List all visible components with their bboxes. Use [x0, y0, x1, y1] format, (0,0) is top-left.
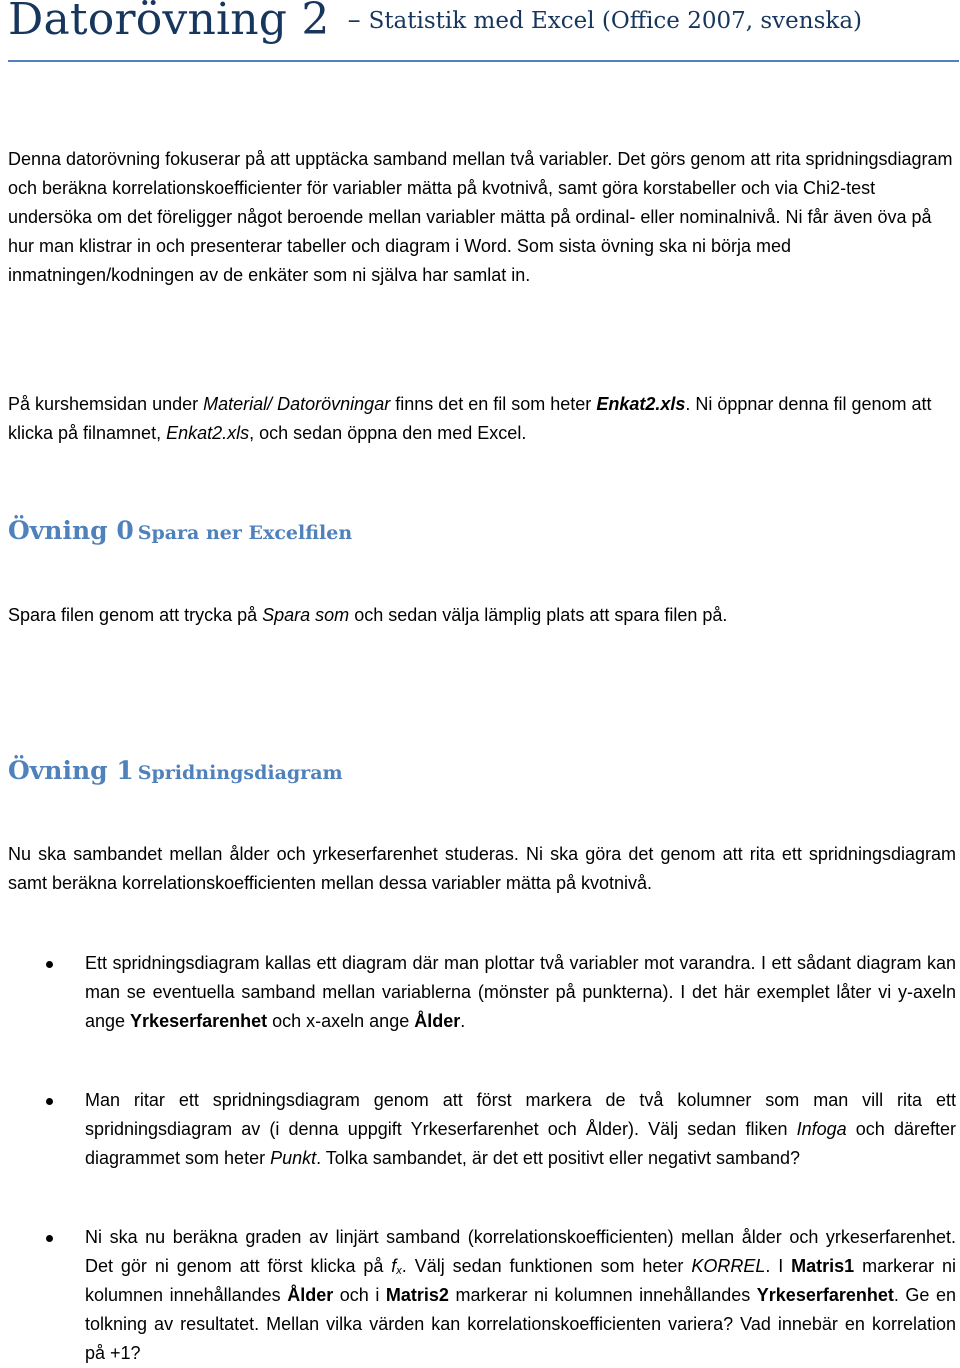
ovning1-intro-paragraph: Nu ska sambandet mellan ålder och yrkeserfarenhet studeras. Ni ska göra det genom att rita ett spridningsdiagram samt beräkna korrelationskoefficienten mellan dessa variabler mätta på kvotnivå. [8, 844, 956, 893]
heading-ovning-0 [8, 516, 352, 545]
bullet-icon [46, 961, 53, 968]
tab-name: Infoga [796, 1119, 847, 1139]
function-subscript: x [396, 1265, 402, 1277]
bullet-text [85, 1086, 956, 1173]
title-subtitle: Statistik med Excel (Office 2007, svenska) [368, 8, 863, 34]
intro-sentence-2: Ni får även öva på hur man klistrar in och presenterar tabeller och diagram i Word. [8, 207, 932, 256]
heading-ovning-1 [8, 756, 343, 785]
text-run: . I [765, 1256, 792, 1276]
save-as-term: Spara som [262, 605, 350, 625]
text-run: Man ritar ett spridningsdiagram genom att först markera de två kolumner som man vill rita ett spridningsdiagram av (i denna uppgift Yrkeserfarenhet och Ålder). Välj sedan fliken [85, 1090, 956, 1139]
text-run: , och sedan öppna den med Excel. [249, 423, 527, 443]
function-name: KORREL [691, 1256, 766, 1276]
bullet-text [85, 949, 956, 1036]
text-run: Ni ska nu beräkna graden av linjärt samband (korrelationskoefficienten) mellan ålder och yrkeserfarenhet. Det gör ni genom att först klicka på [85, 1227, 956, 1276]
variable-name: Yrkeserfarenhet [130, 1011, 268, 1031]
title-rule [8, 60, 959, 62]
argument-name: Matris1 [791, 1256, 855, 1276]
text-run: och sedan välja lämplig plats att spara filen på. [349, 605, 728, 625]
argument-name: Matris2 [385, 1285, 449, 1305]
intro-sentence-1: Denna datorövning fokuserar på att upptäcka samband mellan två variabler. Det görs genom att rita spridningsdiagram och beräkna korrelationskoefficienter för variabler mätta på kvotnivå, samt göra korstabeller och via Chi2-test undersöka om det föreligger något beroende mellan variabler mätta på ordinal- eller nominalnivå. [8, 149, 953, 227]
text-run: och därefter diagrammet som heter [85, 1119, 956, 1168]
heading-title: Spridningsdiagram [137, 762, 343, 784]
file-instruction-paragraph [8, 390, 956, 448]
title-dash: – [347, 5, 361, 35]
text-run: . Tolka sambandet, är det ett positivt eller negativt samband? [316, 1148, 801, 1168]
heading-number: Övning 0 [8, 516, 134, 545]
course-path: Material/ Datorövningar [203, 394, 391, 414]
text-run: markerar ni kolumnen innehållandes [85, 1256, 956, 1305]
text-run: finns det en fil som heter [390, 394, 597, 414]
heading-title: Spara ner Excelfilen [137, 522, 353, 544]
text-run: . Ge en tolkning av resultatet. Mellan vilka värden kan korrelationskoefficienten variera? Vad innebär en korrelation på +1? [85, 1285, 956, 1363]
heading-number: Övning 1 [8, 756, 134, 785]
variable-name: Ålder [414, 1011, 461, 1031]
bullet-text [85, 1223, 956, 1368]
text-run: Spara filen genom att trycka på [8, 605, 263, 625]
bullet-icon [46, 1098, 53, 1105]
text-run: . Ni öppnar denna fil genom att klicka på filnamnet, [8, 394, 932, 443]
text-run: . Välj sedan funktionen som heter [401, 1256, 692, 1276]
text-run: . [460, 1011, 466, 1031]
text-run: och i [333, 1285, 386, 1305]
variable-name: Yrkeserfarenhet [756, 1285, 894, 1305]
ovning0-paragraph [8, 601, 956, 630]
bullet-icon [46, 1235, 53, 1242]
text-run: På kurshemsidan under [8, 394, 204, 414]
text-run: Ett spridningsdiagram kallas ett diagram där man plottar två variabler mot varandra. I ett sådant diagram kan man se eventuella samband mellan variablerna (mönster på punkterna). I det här exemplet låter vi y-axeln ange [85, 953, 956, 1031]
intro-paragraph [8, 145, 956, 290]
text-run: markerar ni kolumnen innehållandes [448, 1285, 757, 1305]
variable-name: Ålder [287, 1285, 334, 1305]
text-run: och x-axeln ange [267, 1011, 415, 1031]
title-main: Datorövning 2 [8, 0, 330, 45]
chart-type-name: Punkt [270, 1148, 317, 1168]
intro-sentence-3: Som sista övning ska ni börja med inmatningen/kodningen av de enkäter som ni själva har samlat in. [8, 236, 792, 285]
file-name: Enkat2.xls [596, 394, 686, 414]
document-title [8, 0, 862, 45]
file-name-2: Enkat2.xls [166, 423, 250, 443]
function-symbol: f [391, 1256, 397, 1276]
